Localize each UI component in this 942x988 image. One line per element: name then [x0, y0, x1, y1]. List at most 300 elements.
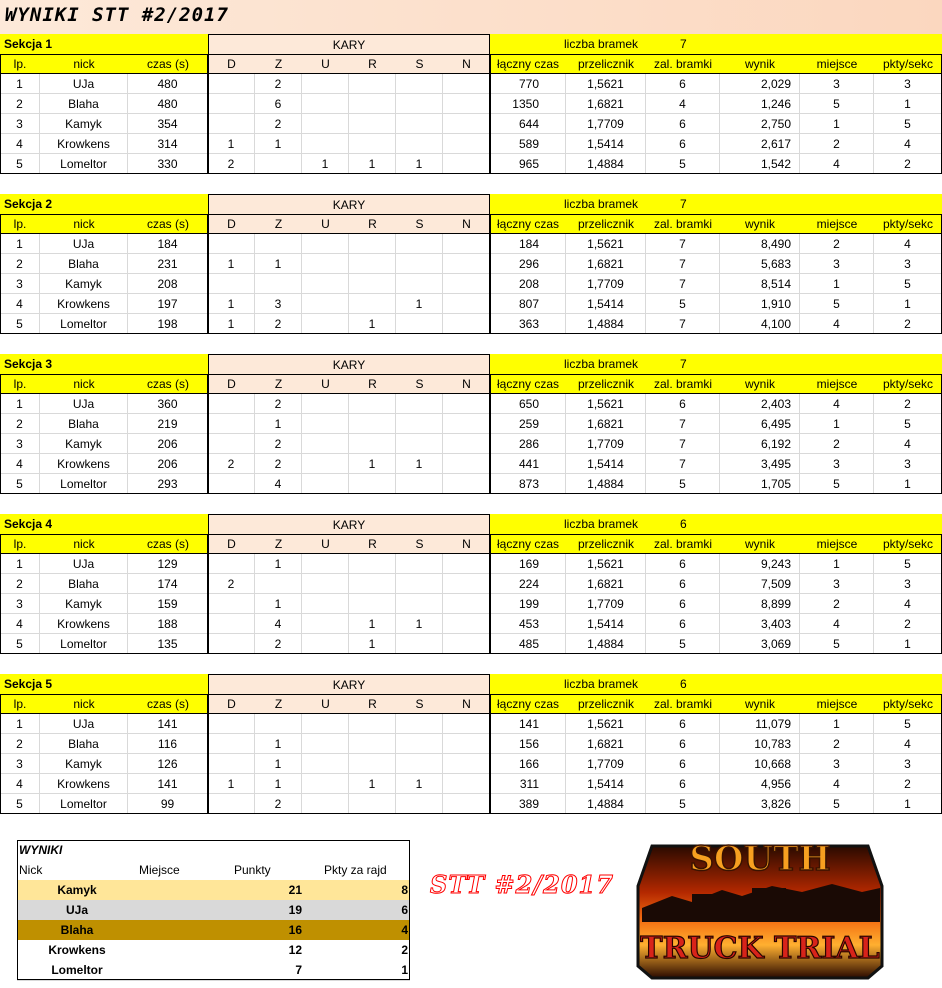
table-cell: 4	[0, 774, 40, 794]
section-name: Sekcja 1	[0, 34, 208, 54]
table-cell: 2	[800, 594, 874, 614]
summary-cell: 6	[401, 903, 408, 917]
table-row	[0, 734, 942, 754]
table-cell: 2	[208, 454, 255, 474]
column-header: wynik	[720, 54, 800, 74]
summary-cell: Krowkens	[48, 943, 106, 957]
table-cell: 208	[128, 274, 208, 294]
table-cell: 5	[800, 794, 874, 814]
summary-cell	[137, 960, 232, 980]
table-cell: 2,750	[720, 114, 800, 134]
column-header: D	[208, 374, 255, 394]
table-cell	[349, 434, 396, 454]
table-cell: 6	[646, 614, 720, 634]
column-header: N	[443, 54, 490, 74]
table-cell	[443, 254, 490, 274]
table-cell: 2	[874, 394, 942, 414]
table-cell: 2	[255, 454, 302, 474]
table-cell: 1,5414	[566, 774, 646, 794]
table-cell: 1	[349, 614, 396, 634]
south-truck-trial-logo	[632, 826, 888, 982]
table-cell: Kamyk	[40, 594, 128, 614]
table-cell	[396, 754, 443, 774]
table-cell	[349, 274, 396, 294]
table-cell: 3	[800, 74, 874, 94]
table-cell: 1	[0, 714, 40, 734]
column-header: łączny czas	[490, 214, 566, 234]
table-cell	[443, 454, 490, 474]
stt-label: STT #2/2017	[430, 870, 614, 899]
table-cell: 2	[874, 774, 942, 794]
table-cell	[396, 314, 443, 334]
table-cell: 7	[646, 454, 720, 474]
table-cell: 156	[490, 734, 566, 754]
table-cell	[349, 714, 396, 734]
table-cell	[302, 394, 349, 414]
table-cell: 4	[874, 434, 942, 454]
table-cell	[396, 634, 443, 654]
bramek-label: liczba bramek	[564, 517, 639, 531]
table-cell: 5	[646, 294, 720, 314]
table-cell	[302, 574, 349, 594]
table-cell: Blaha	[40, 254, 128, 274]
table-cell: 4	[0, 614, 40, 634]
table-cell: UJa	[40, 394, 128, 414]
table-row	[0, 234, 942, 254]
table-cell: 99	[128, 794, 208, 814]
table-cell: 1,6821	[566, 254, 646, 274]
table-cell: 1,5414	[566, 294, 646, 314]
column-header-row	[0, 54, 942, 74]
table-cell: 2	[255, 74, 302, 94]
table-cell: 1,7709	[566, 114, 646, 134]
table-cell	[443, 154, 490, 174]
table-row	[0, 394, 942, 414]
table-cell: 1	[208, 774, 255, 794]
table-row	[0, 474, 942, 494]
table-row	[0, 634, 942, 654]
table-cell: 3	[255, 294, 302, 314]
table-cell	[208, 234, 255, 254]
table-cell: 7	[646, 314, 720, 334]
column-header: Z	[255, 54, 302, 74]
table-cell	[443, 394, 490, 414]
kary-header: KARY	[208, 674, 490, 694]
table-cell: 184	[128, 234, 208, 254]
table-cell	[302, 74, 349, 94]
table-cell: 3	[874, 454, 942, 474]
table-cell: 3	[0, 434, 40, 454]
table-cell: 9,243	[720, 554, 800, 574]
table-cell: 4	[800, 154, 874, 174]
table-cell	[302, 434, 349, 454]
table-cell: 2	[0, 94, 40, 114]
column-header: wynik	[720, 374, 800, 394]
table-cell	[443, 314, 490, 334]
table-cell: 286	[490, 434, 566, 454]
table-cell	[302, 314, 349, 334]
table-cell: 3,069	[720, 634, 800, 654]
column-header: Z	[255, 214, 302, 234]
table-cell: 7	[646, 274, 720, 294]
table-cell	[302, 774, 349, 794]
table-cell: 3	[0, 114, 40, 134]
table-cell: 2	[0, 574, 40, 594]
table-cell: 224	[490, 574, 566, 594]
table-cell	[302, 294, 349, 314]
section-name: Sekcja 5	[0, 674, 208, 694]
table-cell: 8,490	[720, 234, 800, 254]
table-cell: 169	[490, 554, 566, 574]
table-cell: 1	[800, 554, 874, 574]
table-cell	[255, 574, 302, 594]
table-cell	[443, 414, 490, 434]
bramek-count: 6	[680, 677, 687, 691]
table-cell: 480	[128, 94, 208, 114]
column-header: D	[208, 214, 255, 234]
table-cell: 1	[0, 234, 40, 254]
summary-cell: 4	[401, 923, 408, 937]
table-row	[0, 254, 942, 274]
table-cell	[349, 394, 396, 414]
summary-cell: 21	[288, 883, 302, 897]
table-cell: 3	[0, 754, 40, 774]
table-cell: 3	[874, 574, 942, 594]
table-cell	[443, 554, 490, 574]
table-cell: 4	[874, 234, 942, 254]
table-cell: 1	[255, 734, 302, 754]
summary-cell: Kamyk	[57, 883, 97, 897]
kary-header: KARY	[208, 34, 490, 54]
table-cell: 1	[255, 594, 302, 614]
table-cell: 1,6821	[566, 574, 646, 594]
table-cell	[396, 274, 443, 294]
table-cell: 4	[0, 294, 40, 314]
column-header: U	[302, 534, 349, 554]
table-cell: 589	[490, 134, 566, 154]
table-cell: 1,5621	[566, 234, 646, 254]
table-cell	[443, 594, 490, 614]
table-cell: 2	[800, 234, 874, 254]
table-cell: 2	[874, 614, 942, 634]
table-cell	[302, 414, 349, 434]
table-cell: 1,6821	[566, 94, 646, 114]
table-cell: 1,705	[720, 474, 800, 494]
table-cell: 807	[490, 294, 566, 314]
table-cell: Krowkens	[40, 614, 128, 634]
table-row	[0, 754, 942, 774]
column-header-row	[0, 214, 942, 234]
table-cell: 5	[646, 794, 720, 814]
table-cell	[396, 414, 443, 434]
table-cell: 2	[255, 394, 302, 414]
table-cell: 1,4884	[566, 794, 646, 814]
table-cell	[396, 714, 443, 734]
table-cell: 1	[396, 454, 443, 474]
table-cell: 141	[490, 714, 566, 734]
section-title-row	[0, 194, 942, 214]
table-cell: 5	[0, 154, 40, 174]
table-cell	[208, 274, 255, 294]
table-cell: 10,668	[720, 754, 800, 774]
table-cell: 650	[490, 394, 566, 414]
summary-cell: 1	[401, 963, 408, 977]
bramek-count: 7	[680, 357, 687, 371]
table-cell: 126	[128, 754, 208, 774]
table-cell	[255, 714, 302, 734]
table-row	[0, 274, 942, 294]
table-cell: 3	[800, 254, 874, 274]
table-row	[0, 314, 942, 334]
table-cell	[208, 74, 255, 94]
table-cell: 1,7709	[566, 434, 646, 454]
table-cell: 1,5621	[566, 554, 646, 574]
table-cell: 4	[255, 614, 302, 634]
column-header: D	[208, 54, 255, 74]
table-cell: 4	[800, 614, 874, 634]
table-cell: 2	[255, 114, 302, 134]
table-cell	[208, 634, 255, 654]
table-cell: 116	[128, 734, 208, 754]
table-cell: 11,079	[720, 714, 800, 734]
summary-cell: UJa	[65, 903, 88, 917]
table-cell: Lomeltor	[40, 474, 128, 494]
column-header: nick	[40, 54, 128, 74]
bramek-label: liczba bramek	[564, 357, 639, 371]
table-cell: 389	[490, 794, 566, 814]
table-cell: 1	[0, 554, 40, 574]
table-cell: 5	[874, 554, 942, 574]
table-cell: 1	[349, 454, 396, 474]
table-cell	[302, 614, 349, 634]
summary-cell: 8	[401, 883, 408, 897]
table-cell: 166	[490, 754, 566, 774]
section-name: Sekcja 3	[0, 354, 208, 374]
table-cell	[208, 614, 255, 634]
table-cell	[302, 454, 349, 474]
table-cell: 6	[646, 574, 720, 594]
table-cell	[349, 754, 396, 774]
table-cell: 184	[490, 234, 566, 254]
table-cell: Krowkens	[40, 774, 128, 794]
table-cell: Krowkens	[40, 134, 128, 154]
table-cell: Kamyk	[40, 754, 128, 774]
table-cell: 1,5621	[566, 714, 646, 734]
summary-row	[17, 880, 410, 901]
table-row	[0, 134, 942, 154]
table-cell: 219	[128, 414, 208, 434]
table-cell: 1	[208, 294, 255, 314]
table-cell: 3	[0, 594, 40, 614]
table-cell	[208, 554, 255, 574]
table-cell: 6	[646, 74, 720, 94]
table-cell: 3	[874, 254, 942, 274]
table-cell: 770	[490, 74, 566, 94]
column-header: pkty/sekc	[874, 694, 942, 714]
table-cell: 1	[208, 254, 255, 274]
table-cell	[396, 734, 443, 754]
table-cell: 129	[128, 554, 208, 574]
table-cell: 965	[490, 154, 566, 174]
table-cell	[443, 794, 490, 814]
table-cell: 1	[349, 634, 396, 654]
table-cell: 1	[255, 254, 302, 274]
table-cell: UJa	[40, 714, 128, 734]
table-cell: 1,7709	[566, 594, 646, 614]
column-header: lp.	[0, 214, 40, 234]
column-header: czas (s)	[128, 54, 208, 74]
table-cell: 1	[255, 774, 302, 794]
table-cell: Lomeltor	[40, 794, 128, 814]
kary-header: KARY	[208, 194, 490, 214]
table-cell: 188	[128, 614, 208, 634]
table-cell: 1,7709	[566, 754, 646, 774]
table-cell	[396, 254, 443, 274]
table-cell: 6	[646, 594, 720, 614]
table-cell	[208, 794, 255, 814]
table-cell: 1,246	[720, 94, 800, 114]
table-cell: 6	[646, 114, 720, 134]
table-cell: 1	[800, 714, 874, 734]
table-cell: 1	[396, 154, 443, 174]
table-cell: 1,4884	[566, 474, 646, 494]
table-cell: 1	[800, 114, 874, 134]
table-cell: Blaha	[40, 94, 128, 114]
table-cell	[302, 754, 349, 774]
table-row	[0, 74, 942, 94]
table-cell: 480	[128, 74, 208, 94]
section-title-row	[0, 674, 942, 694]
table-cell	[302, 794, 349, 814]
table-cell: 3	[800, 574, 874, 594]
table-cell: 7	[646, 254, 720, 274]
table-cell: Lomeltor	[40, 314, 128, 334]
table-cell: 1,7709	[566, 274, 646, 294]
column-header: łączny czas	[490, 534, 566, 554]
table-cell	[443, 574, 490, 594]
table-cell	[443, 134, 490, 154]
table-cell: 5	[800, 94, 874, 114]
table-cell	[443, 774, 490, 794]
table-cell: 7	[646, 434, 720, 454]
table-cell: 2	[208, 154, 255, 174]
table-cell	[302, 594, 349, 614]
table-cell	[302, 554, 349, 574]
table-cell	[443, 74, 490, 94]
table-cell: 1,5621	[566, 394, 646, 414]
table-cell: 3	[800, 454, 874, 474]
table-cell: 5	[800, 474, 874, 494]
bramek-info	[490, 194, 942, 214]
column-header: nick	[40, 214, 128, 234]
table-cell	[349, 574, 396, 594]
summary-row	[17, 940, 410, 961]
table-cell: 1,910	[720, 294, 800, 314]
table-cell: 293	[128, 474, 208, 494]
summary-cell: 19	[288, 903, 302, 917]
table-cell	[349, 734, 396, 754]
table-cell	[208, 394, 255, 414]
table-cell: Kamyk	[40, 114, 128, 134]
table-cell: 198	[128, 314, 208, 334]
table-cell: 1	[349, 154, 396, 174]
column-header: R	[349, 694, 396, 714]
bramek-info	[490, 34, 942, 54]
table-cell: 1	[255, 754, 302, 774]
table-cell: 1	[800, 274, 874, 294]
column-header-row	[0, 534, 942, 554]
table-cell	[302, 474, 349, 494]
summary-title: WYNIKI	[19, 843, 63, 857]
table-cell	[396, 234, 443, 254]
table-cell	[349, 114, 396, 134]
table-cell: 1,5414	[566, 454, 646, 474]
table-cell: 259	[490, 414, 566, 434]
table-cell	[443, 734, 490, 754]
table-cell: 1350	[490, 94, 566, 114]
column-header: U	[302, 694, 349, 714]
table-cell: 4	[0, 134, 40, 154]
table-cell: 5	[0, 634, 40, 654]
kary-header: KARY	[208, 514, 490, 534]
table-cell: 206	[128, 434, 208, 454]
column-header: R	[349, 214, 396, 234]
column-header: D	[208, 534, 255, 554]
table-cell	[208, 94, 255, 114]
table-cell: Lomeltor	[40, 154, 128, 174]
summary-header: Punkty	[234, 863, 271, 877]
bramek-label: liczba bramek	[564, 37, 639, 51]
column-header: S	[396, 694, 443, 714]
table-cell	[443, 274, 490, 294]
summary-cell: 2	[401, 943, 408, 957]
table-cell: 135	[128, 634, 208, 654]
table-cell: 206	[128, 454, 208, 474]
table-cell	[443, 714, 490, 734]
summary-header: Pkty za rajd	[324, 863, 387, 877]
table-cell: 1,4884	[566, 154, 646, 174]
table-cell: 1	[255, 414, 302, 434]
table-cell: 5	[874, 274, 942, 294]
column-header: lp.	[0, 54, 40, 74]
table-cell: 4	[0, 454, 40, 474]
table-cell	[396, 554, 443, 574]
summary-header: Miejsce	[139, 863, 180, 877]
table-cell: 141	[128, 774, 208, 794]
table-cell: 1	[396, 774, 443, 794]
column-header: wynik	[720, 214, 800, 234]
column-header: D	[208, 694, 255, 714]
table-cell: 1	[874, 294, 942, 314]
column-header: R	[349, 534, 396, 554]
table-cell: 4	[255, 474, 302, 494]
table-cell: 6	[646, 134, 720, 154]
table-cell	[396, 574, 443, 594]
column-header: zal. bramki	[646, 54, 720, 74]
table-cell	[349, 254, 396, 274]
table-row	[0, 454, 942, 474]
summary-table	[17, 840, 410, 980]
table-cell	[396, 114, 443, 134]
table-cell: 199	[490, 594, 566, 614]
table-cell: 7	[646, 414, 720, 434]
column-header: pkty/sekc	[874, 214, 942, 234]
table-cell: 3,826	[720, 794, 800, 814]
summary-title-row	[17, 840, 410, 861]
bramek-count: 7	[680, 197, 687, 211]
table-cell: 3,403	[720, 614, 800, 634]
table-cell: 1	[255, 554, 302, 574]
